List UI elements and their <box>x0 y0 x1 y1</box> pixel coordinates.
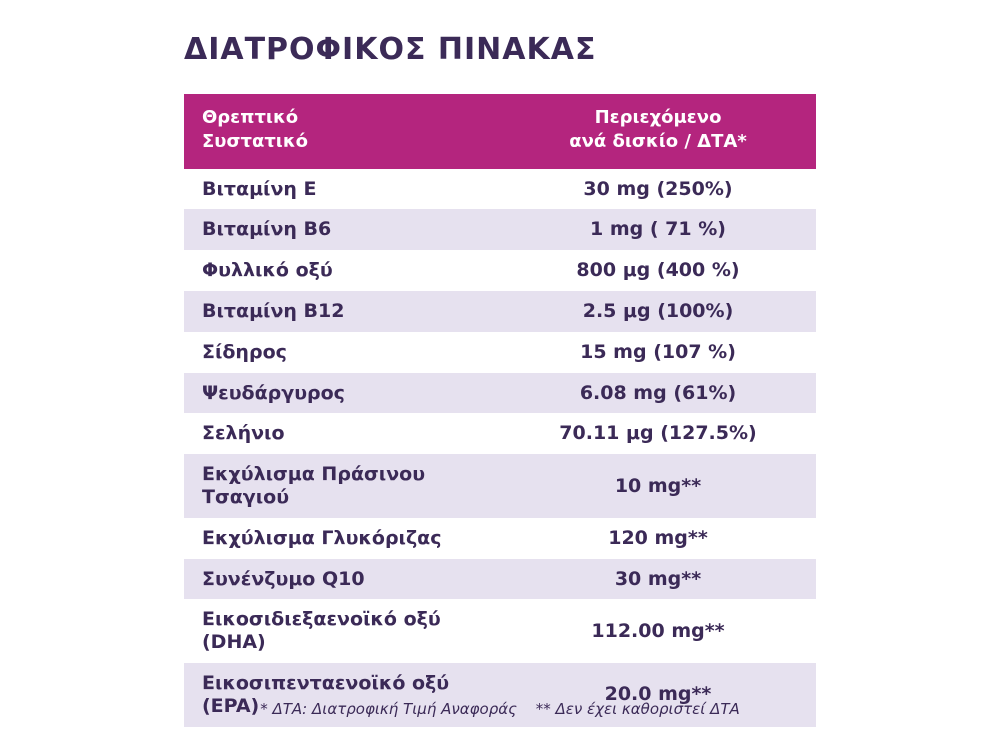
cell-nutrient: Σίδηρος <box>184 332 500 373</box>
nutrition-table <box>184 94 816 727</box>
table-header <box>184 94 816 169</box>
cell-nutrient: Εικοσιπενταενοϊκό οξύ (EPA) <box>184 663 500 727</box>
cell-value: 800 μg (400 %) <box>500 250 816 291</box>
column-header-nutrient-line1: Θρεπτικό <box>202 107 299 128</box>
table-row <box>184 413 816 454</box>
table-row <box>184 518 816 559</box>
table-row <box>184 250 816 291</box>
cell-nutrient: Ψευδάργυρος <box>184 373 500 414</box>
cell-value: 15 mg (107 %) <box>500 332 816 373</box>
column-header-value <box>500 94 816 169</box>
table-row <box>184 332 816 373</box>
cell-nutrient: Βιταμίνη E <box>184 169 500 210</box>
cell-value: 70.11 μg (127.5%) <box>500 413 816 454</box>
table-row <box>184 169 816 210</box>
table-row <box>184 209 816 250</box>
nutrition-table-container <box>184 94 816 727</box>
table-row <box>184 291 816 332</box>
table-row <box>184 559 816 600</box>
cell-value: 6.08 mg (61%) <box>500 373 816 414</box>
cell-nutrient: Βιταμίνη B12 <box>184 291 500 332</box>
cell-value: 30 mg (250%) <box>500 169 816 210</box>
table-header-row <box>184 94 816 169</box>
table-row <box>184 373 816 414</box>
cell-value: 2.5 μg (100%) <box>500 291 816 332</box>
cell-nutrient: Εκχύλισμα Πράσινου Τσαγιού <box>184 454 500 518</box>
cell-nutrient: Εκχύλισμα Γλυκόριζας <box>184 518 500 559</box>
column-header-nutrient <box>184 94 500 169</box>
column-header-value-line1: Περιεχόμενο <box>594 107 722 128</box>
cell-value: 120 mg** <box>500 518 816 559</box>
footnotes <box>0 700 1000 718</box>
table-row <box>184 599 816 663</box>
cell-value: 1 mg ( 71 %) <box>500 209 816 250</box>
cell-nutrient: Εικοσιδιεξαενοϊκό οξύ (DHA) <box>184 599 500 663</box>
cell-nutrient: Συνένζυμο Q10 <box>184 559 500 600</box>
table-body <box>184 169 816 727</box>
table-row <box>184 454 816 518</box>
footnote-dta: * ΔΤΑ: Διατροφική Τιμή Αναφοράς <box>260 700 517 718</box>
cell-value: 30 mg** <box>500 559 816 600</box>
cell-nutrient: Σελήνιο <box>184 413 500 454</box>
cell-nutrient: Φυλλικό οξύ <box>184 250 500 291</box>
column-header-nutrient-line2: Συστατικό <box>202 131 308 153</box>
cell-value: 112.00 mg** <box>500 599 816 663</box>
footnote-undefined-dta: ** Δεν έχει καθοριστεί ΔΤΑ <box>535 700 740 718</box>
cell-nutrient: Βιταμίνη B6 <box>184 209 500 250</box>
cell-value: 10 mg** <box>500 454 816 518</box>
page-title: ΔΙΑΤΡΟΦΙΚΟΣ ΠΙΝΑΚΑΣ <box>184 32 597 67</box>
column-header-value-line2: ανά δισκίο / ΔΤΑ* <box>569 131 747 153</box>
cell-value: 20.0 mg** <box>500 663 816 727</box>
